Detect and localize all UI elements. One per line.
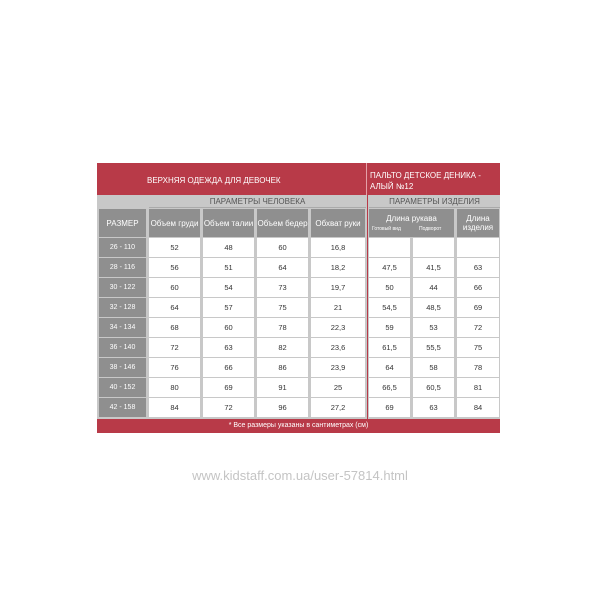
footnote: * Все размеры указаны в сантиметрах (см)	[97, 419, 500, 433]
row-size: 42 - 158	[99, 398, 146, 417]
cell-length: 72	[457, 318, 499, 337]
cell-hips: 73	[257, 278, 308, 297]
cell-length: 84	[457, 398, 499, 417]
cell-arm: 23,6	[311, 338, 365, 357]
cell-chest: 84	[149, 398, 200, 417]
cell-hips: 60	[257, 238, 308, 257]
cell-chest: 72	[149, 338, 200, 357]
cell-chest: 56	[149, 258, 200, 277]
cell-hips: 82	[257, 338, 308, 357]
table-row	[97, 237, 500, 258]
cell-sleeve-cuff: 55,5	[413, 338, 454, 357]
cell-chest: 68	[149, 318, 200, 337]
row-size: 32 - 128	[99, 298, 146, 317]
row-size: 26 - 110	[99, 238, 146, 257]
cell-length: 66	[457, 278, 499, 297]
cell-waist: 48	[203, 238, 254, 257]
product-title: ПАЛЬТО ДЕТСКОЕ ДЕНИКА - АЛЫЙ №12	[370, 171, 481, 191]
group-person-params: ПАРАМЕТРЫ ЧЕЛОВЕКА	[149, 195, 366, 208]
col-subheader-cuff: Подворот	[419, 226, 442, 232]
col-header-waist: Объем талии	[203, 209, 254, 237]
cell-sleeve-cuff	[413, 238, 454, 257]
row-size: 36 - 140	[99, 338, 146, 357]
col-header-size: РАЗМЕР	[99, 209, 146, 237]
table-row	[97, 377, 500, 398]
cell-length: 81	[457, 378, 499, 397]
cell-chest: 76	[149, 358, 200, 377]
cell-sleeve-cuff: 58	[413, 358, 454, 377]
cell-sleeve-ready: 47,5	[369, 258, 410, 277]
row-size: 30 - 122	[99, 278, 146, 297]
cell-chest: 64	[149, 298, 200, 317]
category-title: ВЕРХНЯЯ ОДЕЖДА ДЛЯ ДЕВОЧЕК	[147, 176, 281, 185]
cell-sleeve-ready: 64	[369, 358, 410, 377]
cell-chest: 52	[149, 238, 200, 257]
group-product-params: ПАРАМЕТРЫ ИЗДЕЛИЯ	[369, 195, 500, 208]
row-size: 28 - 116	[99, 258, 146, 277]
col-header-length: Длина изделия	[457, 209, 499, 237]
cell-sleeve-cuff: 63	[413, 398, 454, 417]
cell-sleeve-cuff: 60,5	[413, 378, 454, 397]
cell-waist: 60	[203, 318, 254, 337]
cell-hips: 96	[257, 398, 308, 417]
cell-sleeve-ready: 61,5	[369, 338, 410, 357]
cell-sleeve-cuff: 48,5	[413, 298, 454, 317]
header-divider	[366, 163, 367, 195]
cell-waist: 69	[203, 378, 254, 397]
cell-hips: 86	[257, 358, 308, 377]
table-row	[97, 357, 500, 378]
cell-length: 69	[457, 298, 499, 317]
cell-arm: 19,7	[311, 278, 365, 297]
col-header-hips: Объем бедер	[257, 209, 308, 237]
cell-sleeve-cuff: 53	[413, 318, 454, 337]
cell-sleeve-ready	[369, 238, 410, 257]
table-row	[97, 397, 500, 418]
cell-arm: 27,2	[311, 398, 365, 417]
cell-arm: 23,9	[311, 358, 365, 377]
cell-length: 78	[457, 358, 499, 377]
cell-hips: 64	[257, 258, 308, 277]
cell-waist: 63	[203, 338, 254, 357]
cell-waist: 51	[203, 258, 254, 277]
cell-sleeve-ready: 50	[369, 278, 410, 297]
cell-sleeve-ready: 66,5	[369, 378, 410, 397]
cell-waist: 72	[203, 398, 254, 417]
table-row	[97, 317, 500, 338]
cell-hips: 91	[257, 378, 308, 397]
watermark-url: www.kidstaff.com.ua/user-57814.html	[192, 468, 408, 483]
cell-length: 63	[457, 258, 499, 277]
row-size: 38 - 146	[99, 358, 146, 377]
row-size: 40 - 152	[99, 378, 146, 397]
col-header-sleeve: Длина рукава	[369, 209, 454, 237]
size-chart	[97, 163, 500, 433]
cell-hips: 75	[257, 298, 308, 317]
table-row	[97, 297, 500, 318]
col-header-chest: Объем груди	[149, 209, 200, 237]
cell-sleeve-ready: 69	[369, 398, 410, 417]
chart-header	[97, 163, 500, 195]
cell-chest: 60	[149, 278, 200, 297]
cell-sleeve-cuff: 44	[413, 278, 454, 297]
col-subheader-ready: Готовый вид	[372, 226, 401, 232]
cell-waist: 57	[203, 298, 254, 317]
table-row	[97, 337, 500, 358]
cell-waist: 66	[203, 358, 254, 377]
cell-sleeve-ready: 59	[369, 318, 410, 337]
cell-hips: 78	[257, 318, 308, 337]
cell-waist: 54	[203, 278, 254, 297]
cell-arm: 25	[311, 378, 365, 397]
cell-chest: 80	[149, 378, 200, 397]
table-row	[97, 257, 500, 278]
cell-arm: 21	[311, 298, 365, 317]
cell-length	[457, 238, 499, 257]
cell-arm: 18,2	[311, 258, 365, 277]
cell-length: 75	[457, 338, 499, 357]
table-row	[97, 277, 500, 298]
row-size: 34 - 134	[99, 318, 146, 337]
col-header-arm: Обхват руки	[311, 209, 365, 237]
cell-arm: 16,8	[311, 238, 365, 257]
cell-sleeve-cuff: 41,5	[413, 258, 454, 277]
cell-sleeve-ready: 54,5	[369, 298, 410, 317]
cell-arm: 22,3	[311, 318, 365, 337]
